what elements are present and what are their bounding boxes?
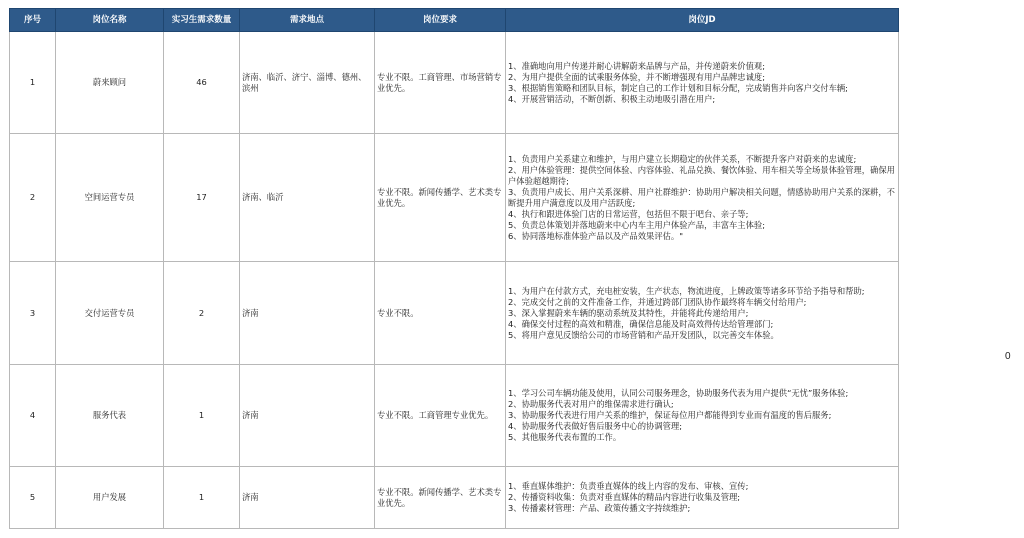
table-row [10,467,899,529]
jd-line: 1、为用户在付款方式，充电桩安装，生产状态，物流进度，上牌政策等诸多环节给予指导和帮助; [508,285,865,296]
table-row [10,365,899,467]
jd-line: 5、其他服务代表布置的工作。 [508,432,622,442]
jd-line: 4、协助服务代表做好售后服务中心的协调管理; [508,421,683,431]
cell-location[interactable]: 济南、临沂、济宁、淄博、德州、滨州 [240,32,375,134]
cell-count[interactable]: 1 [164,467,240,529]
jd-line: 4、确保交付过程的高效和精准，确保信息能及时高效得传达给管理部门; [508,318,774,329]
cell-no[interactable]: 1 [10,32,56,134]
cell-title[interactable]: 空间运营专员 [56,134,164,262]
cell-requirement[interactable]: 专业不限。 [375,262,506,365]
jd-line: 5、将用户意见反馈给公司的市场营销和产品开发团队，以完善交车体验。 [508,329,779,340]
jd-line: 4、开展营销活动，不断创新、积极主动地吸引潜在用户; [508,93,716,104]
jd-line: 4、执行和跟进体验门店的日常运营，包括但不限于吧台、亲子等; [508,208,749,219]
header-row [10,9,899,32]
cell-jd[interactable] [506,467,899,529]
jd-line: 3、负责用户成长、用户关系深耕、用户社群维护：协助用户解决相关问题，情感协助用户关系的深耕，不断提升用户满意度以及用户活跃度; [508,186,895,208]
stray-cell-value[interactable]: 0 [1005,351,1011,362]
cell-jd[interactable] [506,134,899,262]
cell-count[interactable]: 2 [164,262,240,365]
header-location[interactable]: 需求地点 [240,9,375,32]
table-row [10,262,899,365]
jd-line: 2、完成交付之前的文件准备工作，并通过跨部门团队协作最终将车辆交付给用户; [508,296,807,307]
jd-line: 1、准确地向用户传递并耐心讲解蔚来品牌与产品，并传递蔚来价值观; [508,60,765,71]
cell-location[interactable]: 济南、临沂 [240,134,375,262]
jd-line: 6、协同落地标准体验产品以及产品效果评估。" [508,230,684,241]
table-row [10,134,899,262]
job-table [9,8,899,529]
cell-location[interactable]: 济南 [240,365,375,467]
table-row [10,32,899,134]
cell-jd[interactable] [506,365,899,467]
cell-requirement[interactable]: 专业不限。工商管理专业优先。 [375,365,506,467]
jd-line: 2、协助服务代表对用户的维保需求进行确认; [508,399,674,409]
cell-jd[interactable] [506,262,899,365]
header-requirement[interactable]: 岗位要求 [375,9,506,32]
header-no[interactable]: 序号 [10,9,56,32]
cell-requirement[interactable]: 专业不限。工商管理、市场营销专业优先。 [375,32,506,134]
jd-line: 3、深入掌握蔚来车辆的驱动系统及其特性，并能将此传递给用户; [508,307,749,318]
cell-count[interactable]: 1 [164,365,240,467]
cell-requirement[interactable]: 专业不限。新闻传播学、艺术类专业优先。 [375,467,506,529]
jd-line: 2、传播资料收集：负责对垂直媒体的精品内容进行收集及管理; [508,492,741,502]
cell-count[interactable]: 46 [164,32,240,134]
cell-title[interactable]: 服务代表 [56,365,164,467]
jd-line: 3、传播素材管理：产品、政策传播文字持续维护; [508,503,691,513]
cell-no[interactable]: 2 [10,134,56,262]
header-title[interactable]: 岗位名称 [56,9,164,32]
cell-count[interactable]: 17 [164,134,240,262]
cell-requirement[interactable]: 专业不限。新闻传播学、艺术类专业优先。 [375,134,506,262]
jd-line: 3、协助服务代表进行用户关系的维护，保证每位用户都能得到专业而有温度的售后服务; [508,410,832,420]
cell-title[interactable]: 用户发展 [56,467,164,529]
cell-no[interactable]: 4 [10,365,56,467]
jd-line: 1、垂直媒体维护：负责垂直媒体的线上内容的发布、审核、宣传; [508,481,749,491]
cell-location[interactable]: 济南 [240,467,375,529]
cell-no[interactable]: 3 [10,262,56,365]
jd-line: 1、负责用户关系建立和维护，与用户建立长期稳定的伙伴关系，不断提升客户对蔚来的忠诚度; [508,153,857,164]
header-count[interactable]: 实习生需求数量 [164,9,240,32]
jd-line: 2、用户体验管理：提供空间体验、内容体验、礼品兑换、餐饮体验、用车相关等全场景体验管理，确保用户体验超越期待; [508,164,895,186]
header-jd[interactable]: 岗位JD [506,9,899,32]
cell-jd[interactable] [506,32,899,134]
jd-line: 3、根据销售策略和团队目标，制定自己的工作计划和目标分配，完成销售并向客户交付车辆; [508,82,848,93]
jd-line: 5、负责总体策划并落地蔚来中心内车主用户体验产品，丰富车主体验; [508,219,765,230]
jd-line: 2、为用户提供全面的试乘服务体验，并不断增强现有用户品牌忠诚度; [508,71,765,82]
cell-title[interactable]: 交付运营专员 [56,262,164,365]
jd-line: 1、学习公司车辆功能及使用，认同公司服务理念，协助服务代表为用户提供“无忧”服务体验; [508,388,849,398]
cell-no[interactable]: 5 [10,467,56,529]
cell-location[interactable]: 济南 [240,262,375,365]
cell-title[interactable]: 蔚来顾问 [56,32,164,134]
